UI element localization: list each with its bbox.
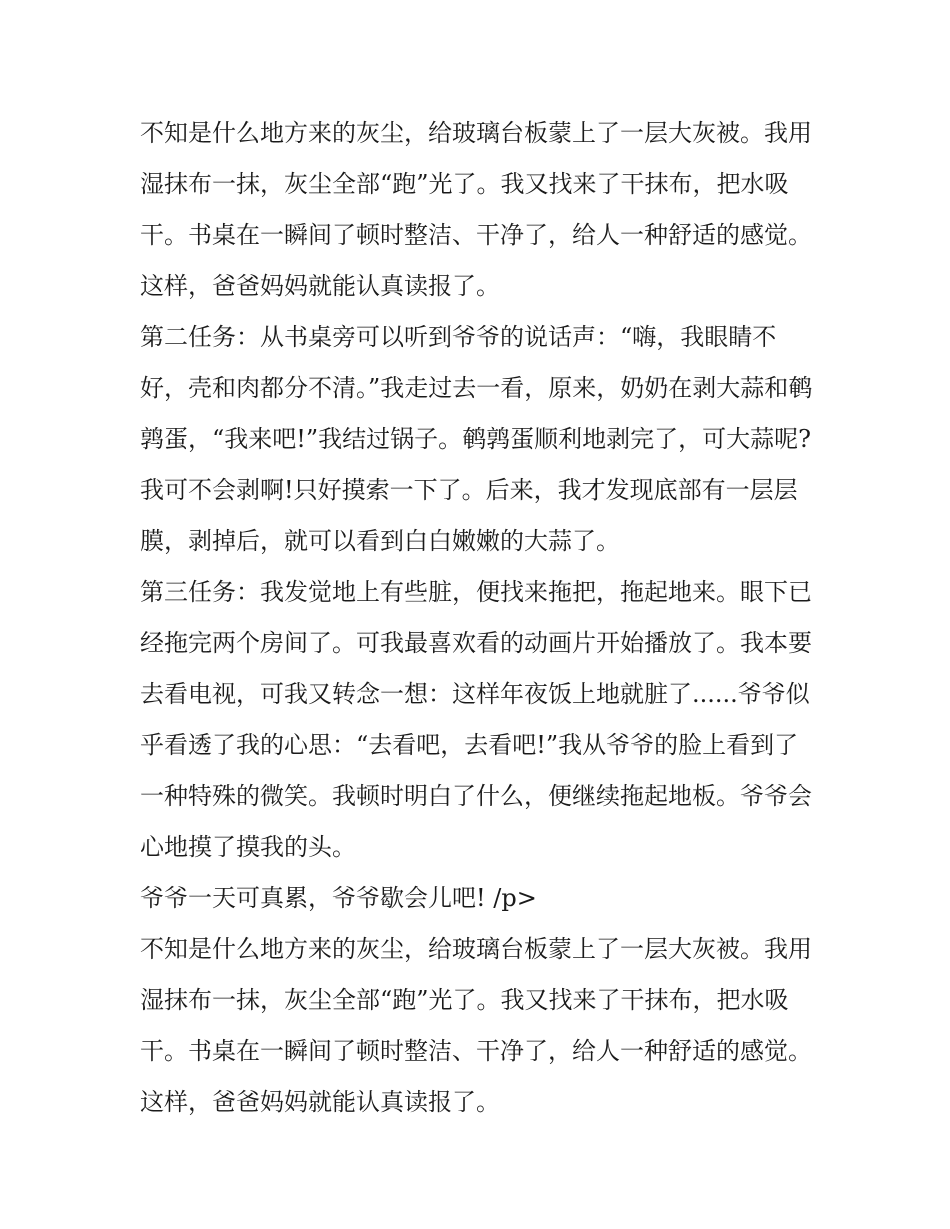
paragraph-dust-cleaning: 不知是什么地方来的灰尘，给玻璃台板蒙上了一层大灰被。我用湿抹布一抹，灰尘全部“跑”光了。我又找来了干抹布，把水吸干。书桌在一瞬间了顿时整洁、干净了，给人一种舒适的感觉。这样，爸爸妈妈就能认真读报了。 — [140, 119, 812, 300]
paragraph-third-task: 第三任务：我发觉地上有些脏，便找来拖把，拖起地来。眼下已经拖完两个房间了。可我最喜欢看的动画片开始播放了。我本要去看电视，可我又转念一想：这样年夜饭上地就脏了......爷爷似乎看透了我的心思：“去看吧，去看吧!”我从爷爷的脸上看到了一种特殊的微笑。我顿时明白了什么，便继续拖起地板。爷爷会心地摸了摸我的头。 — [140, 578, 812, 861]
paragraph-grandpa-rest: 爷爷一天可真累，爷爷歇会儿吧! /p> — [140, 884, 537, 912]
document-body — [140, 108, 815, 1128]
paragraph-second-task: 第二任务：从书桌旁可以听到爷爷的说话声：“嗨，我眼睛不好，壳和肉都分不清。”我走过去一看，原来，奶奶在剥大蒜和鹌鹑蛋，“我来吧!”我结过锅子。鹌鹑蛋顺利地剥完了，可大蒜呢?我可不会剥啊!只好摸索一下了。后来，我才发现底部有一层层膜，剥掉后，就可以看到白白嫩嫩的大蒜了。 — [140, 323, 813, 555]
paragraph-dust-cleaning-repeat: 不知是什么地方来的灰尘，给玻璃台板蒙上了一层大灰被。我用湿抹布一抹，灰尘全部“跑”光了。我又找来了干抹布，把水吸干。书桌在一瞬间了顿时整洁、干净了，给人一种舒适的感觉。这样，爸爸妈妈就能认真读报了。 — [140, 935, 812, 1116]
